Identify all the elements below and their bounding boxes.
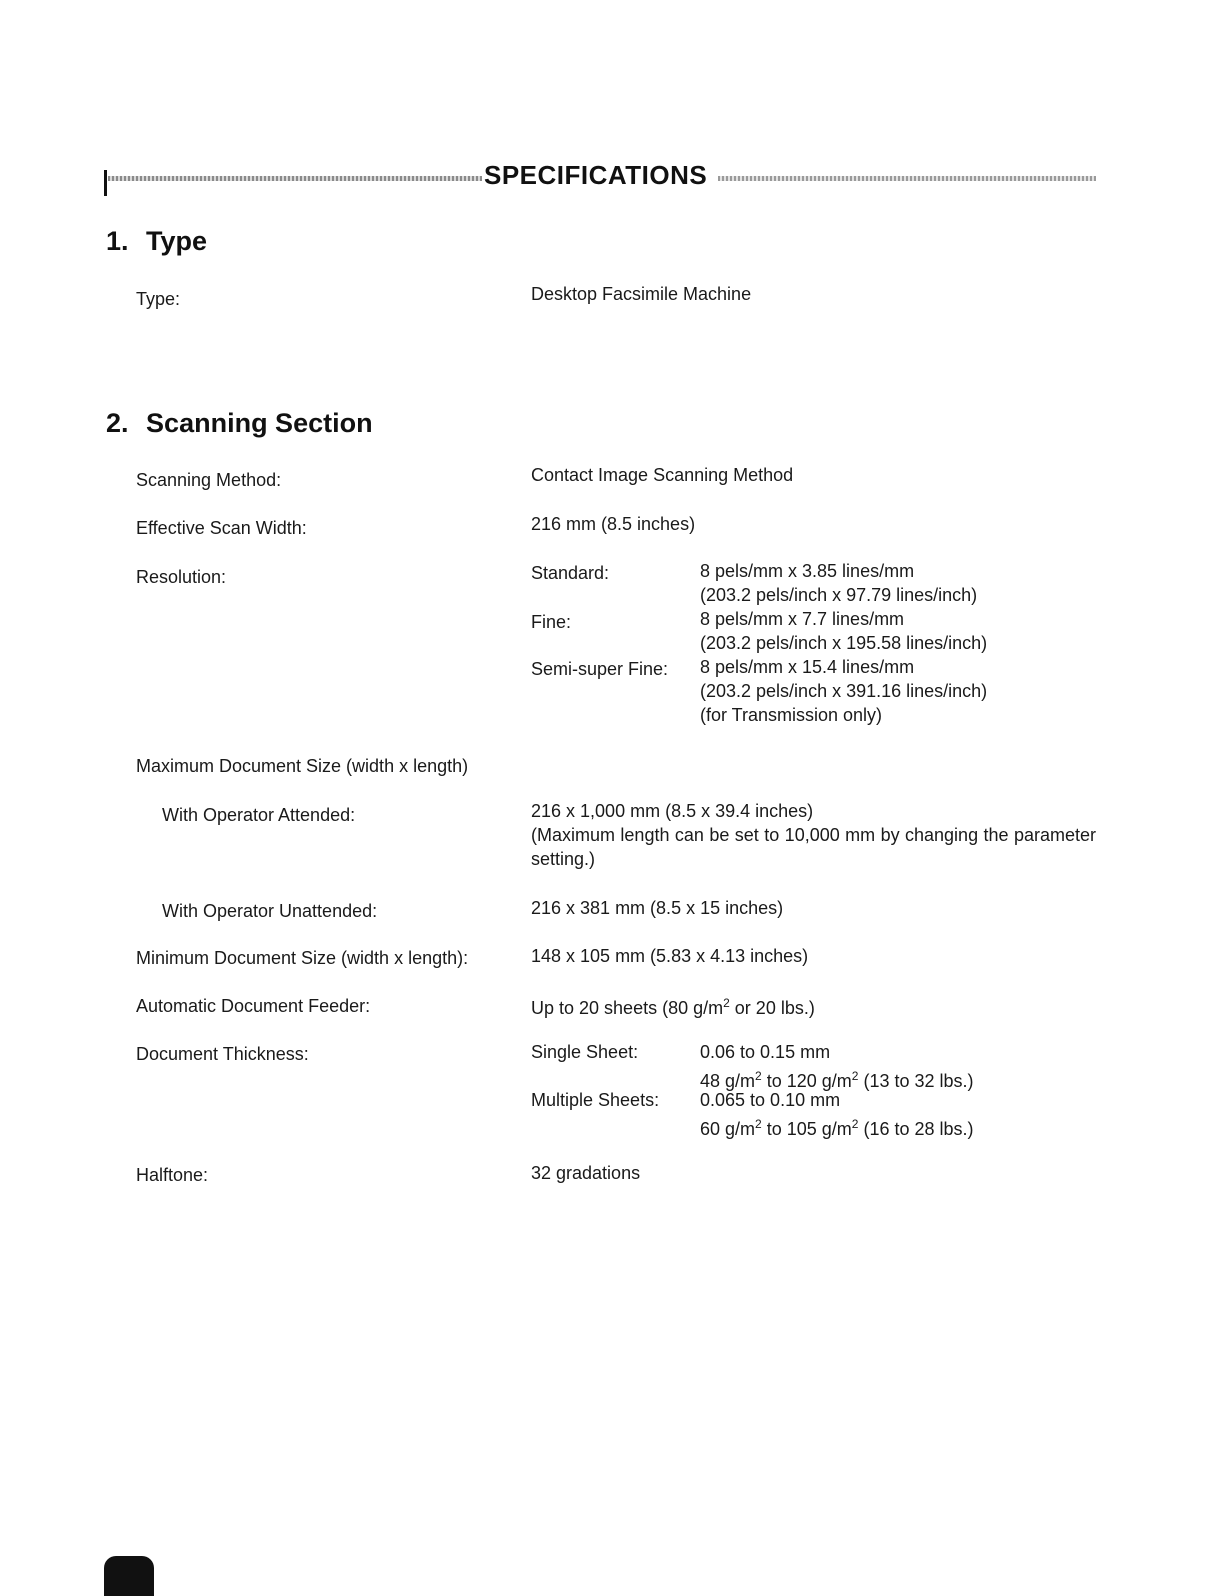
- halftone-value: 32 gradations: [531, 1163, 641, 1183]
- thickness-single-mm: 0.06 to 0.15 mm: [700, 1042, 831, 1062]
- page-title: SPECIFICATIONS: [484, 160, 708, 190]
- halftone-label: Halftone:: [136, 1165, 209, 1185]
- resolution-mode-fine: Fine:: [531, 612, 572, 632]
- thickness-single-label: Single Sheet:: [531, 1042, 639, 1062]
- resolution-standard-line: 8 pels/mm x 3.85 lines/mm: [700, 561, 915, 581]
- resolution-semi-super-fine-line: (for Transmission only): [700, 705, 883, 725]
- thickness-single-weight: 48 $g/m^2$ to 120 $g/m^2$ (13 to 32 lbs.): [700, 1069, 974, 1091]
- thickness-multiple-label: Multiple Sheets:: [531, 1090, 660, 1110]
- min-doc-size-label: Minimum Document Size (width x length):: [136, 948, 469, 968]
- operator-attended-label: With Operator Attended:: [162, 805, 356, 825]
- resolution-mode-semi-super-fine: Semi-super Fine:: [531, 659, 669, 679]
- adf-label: Automatic Document Feeder:: [136, 996, 371, 1016]
- scan-width-value: 216 mm (8.5 inches): [531, 514, 696, 534]
- scanning-method-label: Scanning Method:: [136, 470, 282, 490]
- header-rule-left: [108, 176, 482, 181]
- thickness-multiple-mm: 0.065 to 0.10 mm: [700, 1090, 841, 1110]
- section-1-heading: [106, 226, 207, 257]
- operator-attended-value: 216 x 1,000 mm (8.5 x 39.4 inches): [531, 801, 814, 821]
- adf-value: Up to 20 sheets (80 $g/m^2$ or 20 lbs.): [531, 996, 815, 1018]
- section-title: Type: [146, 226, 208, 256]
- header-rule-tick: [104, 170, 107, 196]
- operator-attended-note: (Maximum length can be set to 10,000 mm by changing the parameter setting.): [531, 825, 1096, 869]
- type-value: Desktop Facsimile Machine: [531, 284, 752, 304]
- thickness-label: Document Thickness:: [136, 1044, 309, 1064]
- max-doc-size-label: Maximum Document Size (width x length): [136, 756, 469, 776]
- section-2-heading: [106, 408, 373, 439]
- scanning-method-value: Contact Image Scanning Method: [531, 465, 794, 485]
- resolution-label: Resolution:: [136, 567, 227, 587]
- min-doc-size-value: 148 x 105 mm (5.83 x 4.13 inches): [531, 946, 809, 966]
- operator-unattended-label: With Operator Unattended:: [162, 901, 378, 921]
- resolution-semi-super-fine-line: (203.2 pels/inch x 391.16 lines/inch): [700, 681, 988, 701]
- section-number: 1.: [106, 226, 129, 256]
- resolution-standard-line: (203.2 pels/inch x 97.79 lines/inch): [700, 585, 978, 605]
- resolution-fine-line: (203.2 pels/inch x 195.58 lines/inch): [700, 633, 988, 653]
- scan-width-label: Effective Scan Width:: [136, 518, 307, 538]
- section-number: 2.: [106, 408, 129, 438]
- header-rule-right: [718, 176, 1096, 181]
- section-title: Scanning Section: [146, 408, 373, 438]
- operator-unattended-value: 216 x 381 mm (8.5 x 15 inches): [531, 898, 784, 918]
- page-number-tab: [104, 1556, 154, 1596]
- resolution-semi-super-fine-line: 8 pels/mm x 15.4 lines/mm: [700, 657, 915, 677]
- resolution-fine-line: 8 pels/mm x 7.7 lines/mm: [700, 609, 905, 629]
- resolution-mode-standard: Standard:: [531, 563, 610, 583]
- type-label: Type:: [136, 289, 181, 309]
- thickness-multiple-weight: 60 $g/m^2$ to 105 $g/m^2$ (16 to 28 lbs.): [700, 1117, 974, 1139]
